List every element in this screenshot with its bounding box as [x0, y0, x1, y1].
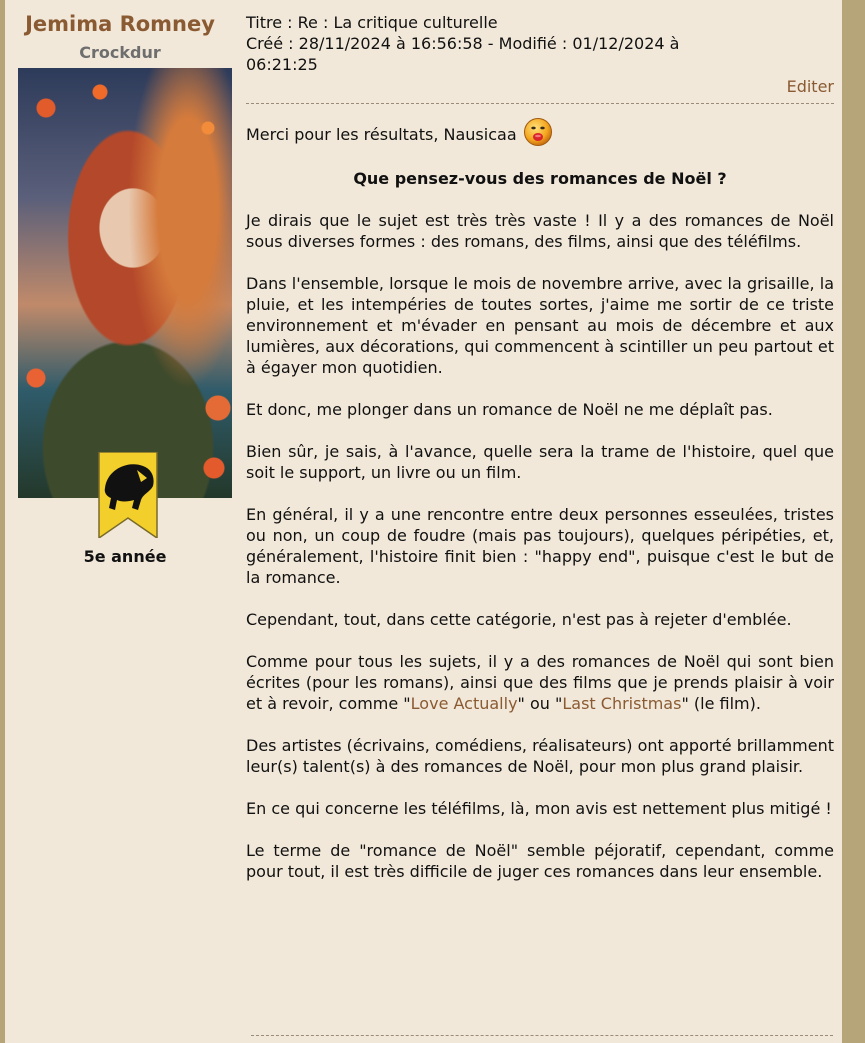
author-sidebar: [5, 0, 235, 62]
footer-divider: [251, 1035, 833, 1036]
author-avatar[interactable]: [18, 68, 232, 498]
edit-link[interactable]: Editer: [786, 77, 834, 96]
paragraph-6: Cependant, tout, dans cette catégorie, n'est pas à rejeter d'emblée.: [246, 610, 792, 629]
last-christmas-link[interactable]: Last Christmas: [562, 694, 682, 713]
paragraph-7-text-b: " ou ": [517, 694, 563, 713]
post-heading: Que pensez-vous des romances de Noël ?: [353, 169, 727, 188]
edit-row: [246, 77, 834, 96]
paragraph-5: En général, il y a une rencontre entre deux personnes esseulées, tristes ou non, un coup de foudre (mais pas toujours), quelques péripéties, et, généralement, l'histoire finit bien : "happy end", puisque c'est le but de la romance.: [246, 505, 834, 587]
paragraph-1: Je dirais que le sujet est très très vaste ! Il y a des romances de Noël sous diverses formes : des romans, des films, ainsi que des téléfilms.: [246, 211, 834, 251]
paragraph-3: Et donc, me plonger dans un romance de Noël ne me déplaît pas.: [246, 400, 773, 419]
paragraph-2: Dans l'ensemble, lorsque le mois de novembre arrive, avec la grisaille, la pluie, et les intempéries de toutes sortes, j'aime me sortir de ce triste environnement et m'évader en pensant au mois de décembre et aux lumières, aux décorations, qui commencent à scintiller un peu partout et à égayer mon quotidien.: [246, 274, 834, 377]
post-frame: [5, 0, 842, 1043]
author-house: Crockdur: [79, 43, 161, 62]
paragraph-7-text-a: Comme pour tous les sujets, il y a des romances de Noël qui sont bien écrites (pour les romans), ainsi que des films que je prends plaisir à voir et à revoir, comme ": [246, 652, 834, 713]
header-divider: [246, 103, 834, 104]
post-content: [246, 117, 834, 882]
paragraph-7: [246, 651, 834, 714]
paragraph-8: Des artistes (écrivains, comédiens, réalisateurs) ont apporté brillamment leur(s) talent(s) à des romances de Noël, pour mon plus grand plaisir.: [246, 736, 834, 776]
paragraph-9: En ce qui concerne les téléfilms, là, mon avis est nettement plus mitigé !: [246, 799, 832, 818]
post-body: [246, 0, 834, 903]
post-title: Titre : Re : La critique culturelle: [246, 13, 498, 32]
house-badge-icon: [97, 452, 159, 538]
author-year: 5e année: [83, 547, 167, 566]
post-dates-line-1: Créé : 28/11/2024 à 16:56:58 - Modifié : 01/12/2024 à: [246, 34, 680, 53]
post-meta: [246, 12, 834, 75]
greeting-paragraph: [246, 117, 834, 147]
greeting-text: Merci pour les résultats, Nausicaa: [246, 125, 517, 144]
post-dates-line-2: 06:21:25: [246, 55, 318, 74]
kiss-face-icon: [523, 117, 553, 147]
paragraph-7-text-c: " (le film).: [681, 694, 761, 713]
paragraph-4: Bien sûr, je sais, à l'avance, quelle sera la trame de l'histoire, quel que soit le support, un livre ou un film.: [246, 442, 834, 482]
paragraph-10: Le terme de "romance de Noël" semble péjoratif, cependant, comme pour tout, il est très difficile de juger ces romances dans leur ensemble.: [246, 841, 834, 881]
love-actually-link[interactable]: Love Actually: [410, 694, 518, 713]
author-name[interactable]: Jemima Romney: [25, 12, 215, 36]
